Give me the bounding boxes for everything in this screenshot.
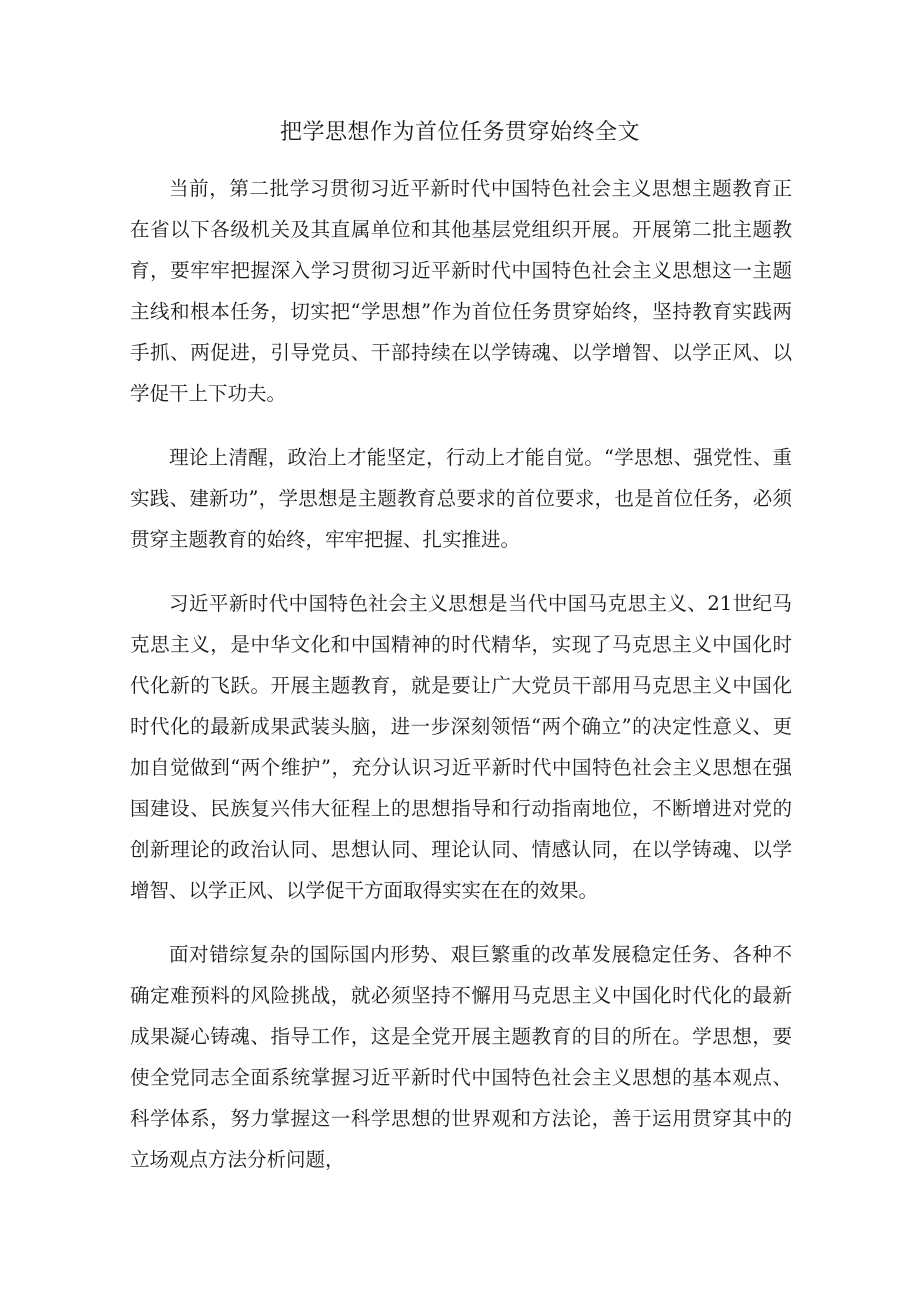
paragraph: 习近平新时代中国特色社会主义思想是当代中国马克思主义、21世纪马克思主义，是中华文化和中国精神的时代精华，实现了马克思主义中国化时代化新的飞跃。开展主题教育，就是要让广大党员干部用马克思主义中国化时代化的最新成果武装头脑，进一步深刻领悟“两个确立”的决定性意义、更加自觉做到“两个维护”，充分认识习近平新时代中国特色社会主义思想在强国建设、民族复兴伟大征程上的思想指导和行动指南地位，不断增进对党的创新理论的政治认同、思想认同、理论认同、情感认同，在以学铸魂、以学增智、以学正风、以学促干方面取得实实在在的效果。 xyxy=(130,592,792,902)
paragraph: 当前，第二批学习贯彻习近平新时代中国特色社会主义思想主题教育正在省以下各级机关及其直属单位和其他基层党组织开展。开展第二批主题教育，要牢牢把握深入学习贯彻习近平新时代中国特色社会主义思想这一主题主线和根本任务，切实把“学思想”作为首位任务贯穿始终，坚持教育实践两手抓、两促进，引导党员、干部持续在以学铸魂、以学增智、以学正风、以学促干上下功夫。 xyxy=(130,177,792,405)
paragraph: 理论上清醒，政治上才能坚定，行动上才能自觉。“学思想、强党性、重实践、建新功”，学思想是主题教育总要求的首位要求，也是首位任务，必须贯穿主题教育的始终，牢牢把握、扎实推进。 xyxy=(130,446,792,551)
paragraph: 面对错综复杂的国际国内形势、艰巨繁重的改革发展稳定任务、各种不确定难预料的风险挑战，就必须坚持不懈用马克思主义中国化时代化的最新成果凝心铸魂、指导工作，这是全党开展主题教育的目的所在。学思想，要使全党同志全面系统掌握习近平新时代中国特色社会主义思想的基本观点、科学体系，努力掌握这一科学思想的世界观和方法论，善于运用贯穿其中的立场观点方法分析问题， xyxy=(130,943,792,1171)
document-title: 把学思想作为首位任务贯穿始终全文 xyxy=(279,120,640,145)
document-body xyxy=(130,168,792,1203)
